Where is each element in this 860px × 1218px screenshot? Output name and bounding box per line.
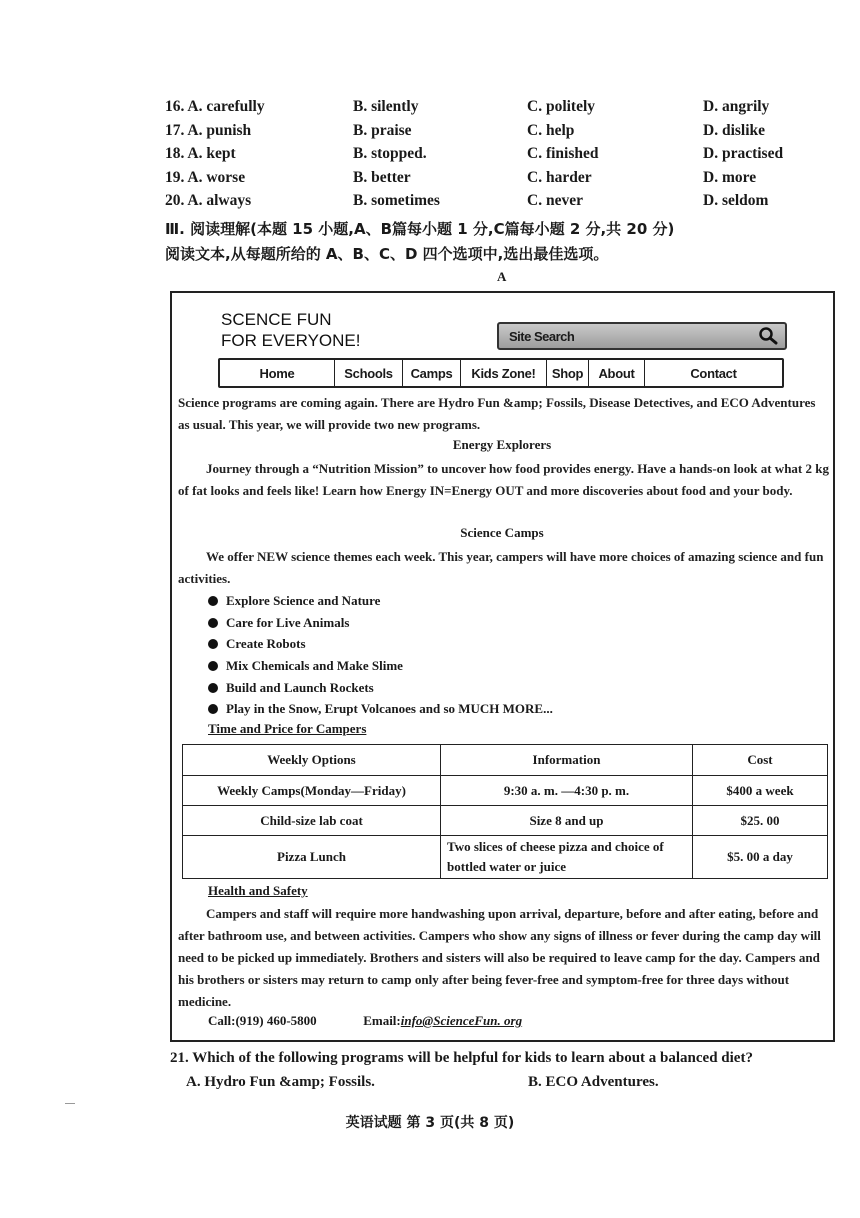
table-header-row — [183, 745, 828, 776]
energy-explorers-heading: Energy Explorers — [452, 437, 552, 452]
question-number: 18. — [165, 145, 185, 162]
question-number: 17. — [165, 121, 185, 139]
option-c: C. help — [527, 121, 575, 139]
scan-mark — [65, 1103, 75, 1104]
bullet-icon — [208, 704, 218, 714]
email-link[interactable]: info@ScienceFun. org — [400, 1013, 523, 1028]
intro-paragraph: Science programs are coming again. There are Hydro Fun &amp; Fossils, Disease Detectives, and ECO Adventures as usual. This year, we will provide two new programs. — [178, 395, 816, 432]
science-camps-heading: Science Camps — [460, 525, 544, 540]
magnifier-icon[interactable] — [757, 326, 779, 346]
answer-choices — [165, 98, 805, 216]
list-item — [208, 677, 553, 699]
advertisement-box — [170, 291, 835, 1042]
health-safety-heading: Health and Safety — [208, 883, 308, 898]
bullet-icon — [208, 661, 218, 671]
section-title: Ⅲ. 阅读理解(本题 15 小题,A、B篇每小题 1 分,C篇每小题 2 分,共 20 分) — [165, 220, 675, 238]
price-table — [182, 744, 828, 879]
question-number: 19. — [165, 168, 185, 186]
energy-explorers-paragraph: Journey through a “Nutrition Mission” to uncover how food provides energy. Have a hands-on look at what 2 kg of fat looks and feels like! Learn how Energy IN=Energy OUT and more discoveries about food and your body. — [178, 461, 829, 498]
list-item — [208, 633, 553, 655]
list-item-text: Build and Launch Rockets — [226, 679, 374, 695]
health-safety-paragraph: Campers and staff will require more handwashing upon arrival, departure, before and after eating, before and after bathroom use, and between activities. Campers who show any signs of illness or fever during the camp day will need to be picked up immediately. Brothers and sisters will also be required to leave camp for the day. Campers and his brothers or sisters may return to camp only after being fever-free and symptom-free for three days without medicine. — [178, 906, 821, 1009]
question-option-a: A. Hydro Fun &amp; Fossils. — [186, 1074, 375, 1090]
option-a: A. worse — [187, 168, 246, 186]
nav-schools[interactable]: Schools — [335, 360, 403, 386]
column-header: Cost — [693, 745, 828, 776]
table-cell: Child-size lab coat — [183, 806, 441, 836]
brand-line-1: SCENCE FUN — [221, 310, 332, 329]
site-brand — [221, 309, 361, 351]
column-header: Information — [441, 745, 693, 776]
bullet-icon — [208, 639, 218, 649]
list-item-text: Care for Live Animals — [226, 614, 350, 630]
table-cell: Size 8 and up — [441, 806, 693, 836]
search-placeholder: Site Search — [509, 329, 575, 344]
option-a: A. kept — [187, 145, 236, 162]
option-a: A. carefully — [187, 98, 265, 115]
option-d: D. more — [703, 168, 757, 186]
list-item-text: Create Robots — [226, 636, 306, 652]
activity-list — [208, 590, 553, 720]
time-price-heading: Time and Price for Campers — [208, 721, 367, 736]
bullet-icon — [208, 596, 218, 606]
phone-number: Call:(919) 460-5800 — [208, 1013, 317, 1028]
nav-about[interactable]: About — [589, 360, 645, 386]
table-cell: $5. 00 a day — [693, 836, 828, 879]
section-instruction: 阅读文本,从每题所给的 A、B、C、D 四个选项中,选出最佳选项。 — [165, 245, 609, 263]
choice-row — [165, 192, 805, 216]
question-option-b: B. ECO Adventures. — [528, 1074, 659, 1090]
option-a: A. punish — [187, 121, 252, 139]
option-d: D. seldom — [703, 192, 769, 209]
list-item-text: Play in the Snow, Erupt Volcanoes and so MUCH MORE... — [226, 701, 553, 717]
science-camps-paragraph: We offer NEW science themes each week. This year, campers will have more choices of amazing science and fun activities. — [178, 549, 824, 586]
passage-label: A — [497, 269, 507, 284]
option-b: B. sometimes — [353, 192, 440, 209]
choice-row — [165, 98, 805, 122]
list-item-text: Mix Chemicals and Make Slime — [226, 657, 403, 673]
table-cell: 9:30 a. m. —4:30 p. m. — [441, 776, 693, 806]
bullet-icon — [208, 618, 218, 628]
table-cell: $400 a week — [693, 776, 828, 806]
choice-row — [165, 145, 805, 169]
option-c: C. harder — [527, 168, 592, 186]
nav-camps[interactable]: Camps — [403, 360, 461, 386]
option-a: A. always — [187, 192, 252, 209]
table-row — [183, 836, 828, 879]
question-stem: 21. Which of the following programs will be helpful for kids to learn about a balanced diet? — [170, 1050, 753, 1066]
table-cell: Pizza Lunch — [183, 836, 441, 879]
page-footer: 英语试题 第 3 页(共 8 页) — [345, 1115, 515, 1131]
option-d: D. dislike — [703, 121, 766, 139]
site-search-box[interactable] — [497, 322, 787, 350]
option-b: B. stopped. — [353, 145, 427, 162]
list-item — [208, 612, 553, 634]
option-d: D. practised — [703, 145, 784, 162]
option-c: C. never — [527, 192, 583, 209]
option-d: D. angrily — [703, 98, 770, 115]
list-item-text: Explore Science and Nature — [226, 592, 381, 608]
brand-line-2: FOR EVERYONE! — [221, 331, 361, 350]
nav-kids-zone[interactable]: Kids Zone! — [461, 360, 547, 386]
question-number: 16. — [165, 98, 185, 115]
table-cell: Weekly Camps(Monday—Friday) — [183, 776, 441, 806]
table-cell: $25. 00 — [693, 806, 828, 836]
bullet-icon — [208, 683, 218, 693]
nav-home[interactable]: Home — [220, 360, 335, 386]
table-cell: Two slices of cheese pizza and choice of bottled water or juice — [441, 836, 693, 879]
question-number: 20. — [165, 192, 185, 209]
list-item — [208, 590, 553, 612]
table-row — [183, 806, 828, 836]
list-item — [208, 698, 553, 720]
option-b: B. silently — [353, 98, 419, 115]
email-label: Email: — [363, 1013, 401, 1028]
choice-row — [165, 169, 805, 193]
option-c: C. politely — [527, 98, 596, 115]
table-row — [183, 776, 828, 806]
option-b: B. praise — [353, 121, 412, 139]
list-item — [208, 655, 553, 677]
option-c: C. finished — [527, 145, 599, 162]
contact-line — [208, 1013, 522, 1029]
column-header: Weekly Options — [183, 745, 441, 776]
option-b: B. better — [353, 168, 411, 186]
nav-contact[interactable]: Contact — [690, 365, 737, 381]
choice-row — [165, 122, 805, 146]
nav-shop[interactable]: Shop — [547, 360, 589, 386]
site-nav — [218, 358, 784, 388]
